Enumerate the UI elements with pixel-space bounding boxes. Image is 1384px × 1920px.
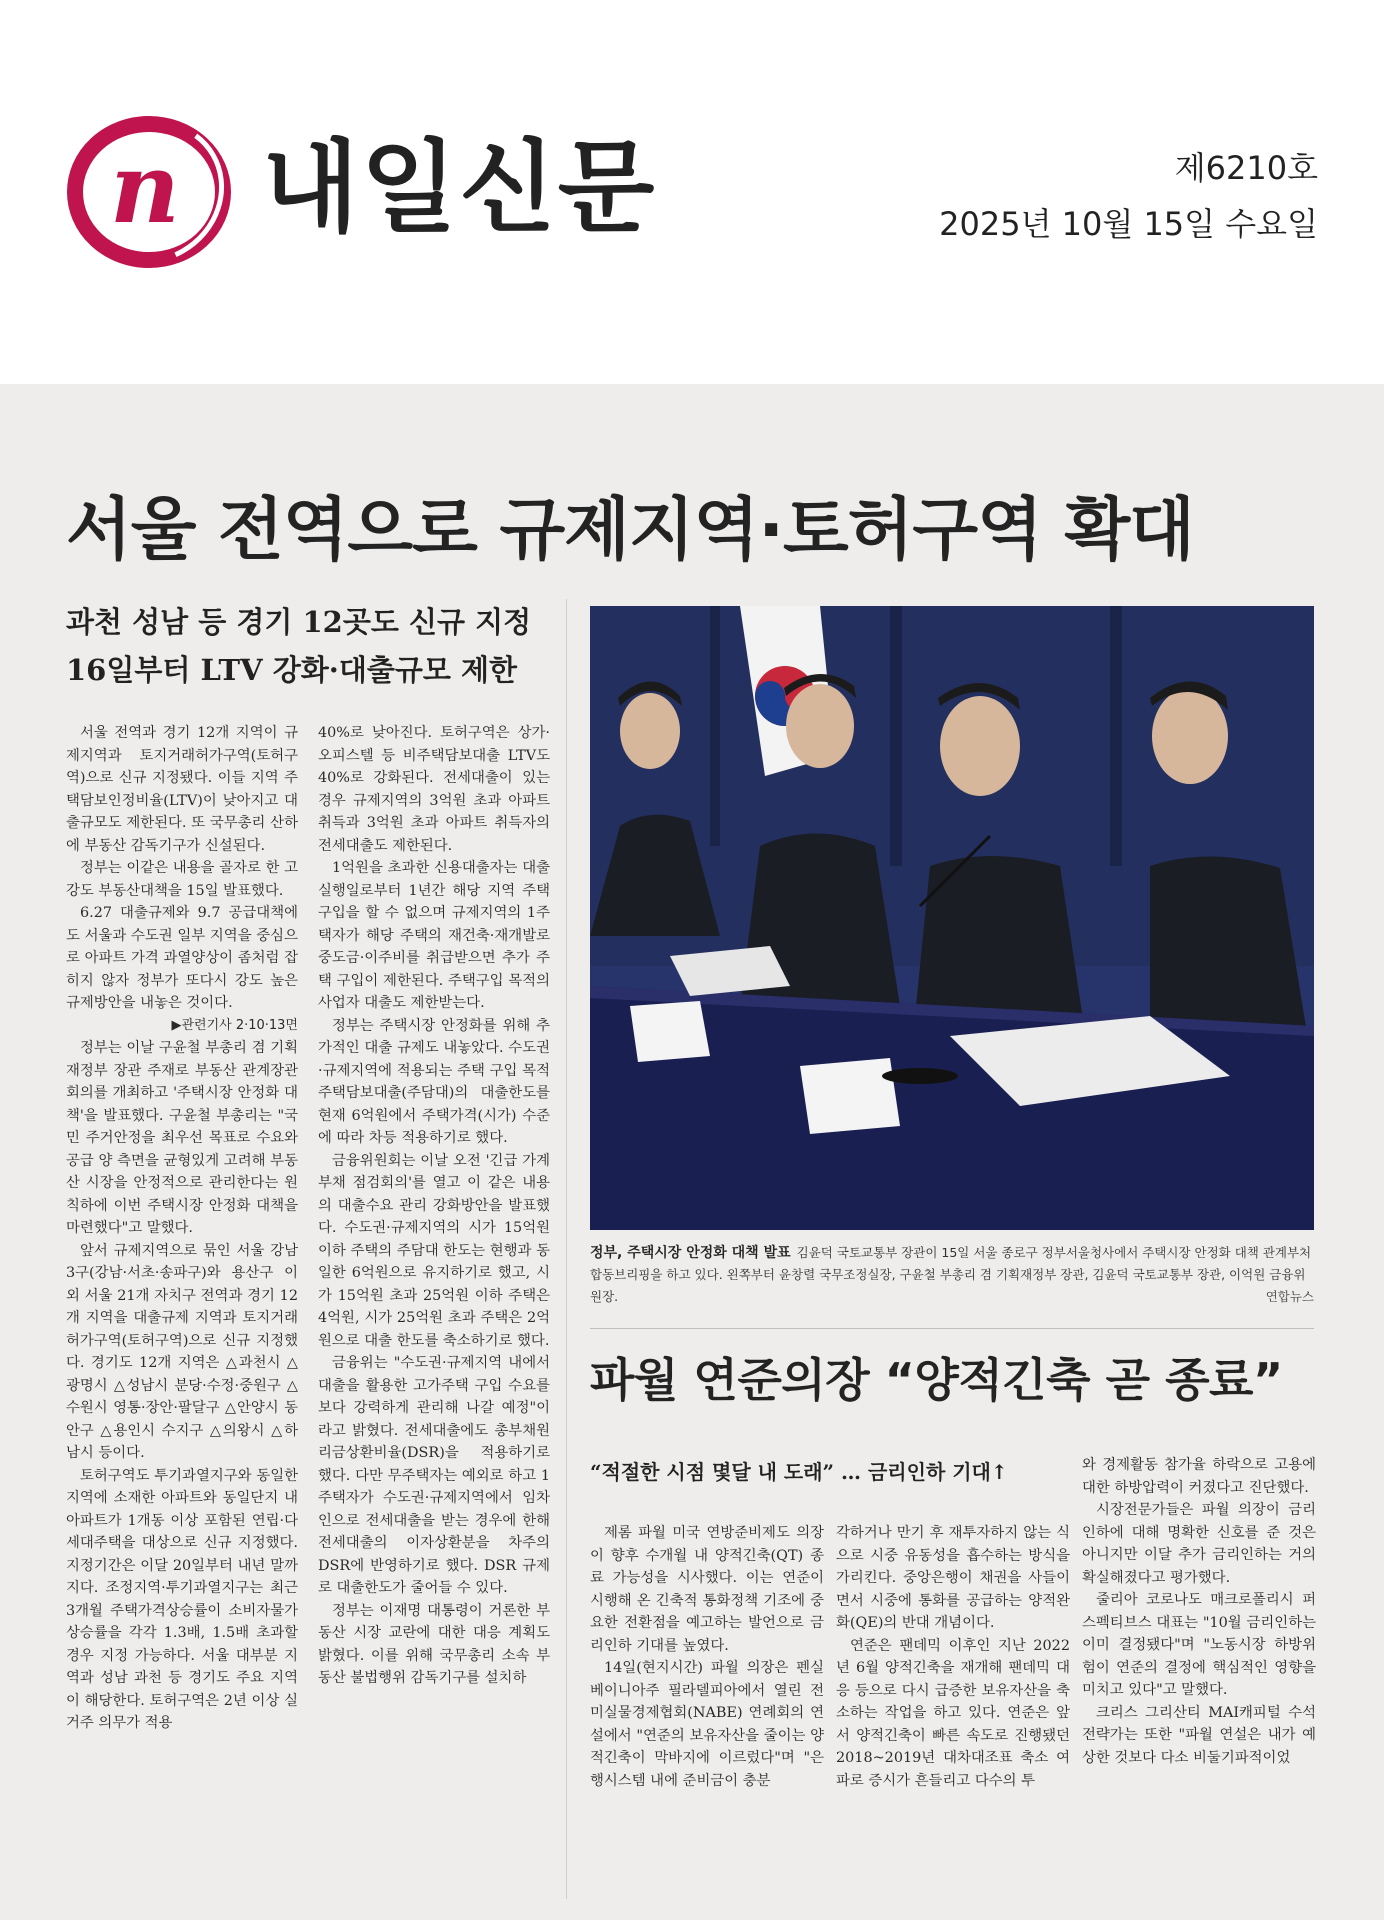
issue-date: 2025년 10월 15일 수요일	[939, 205, 1318, 243]
photo-credit: 연합뉴스	[1265, 1289, 1314, 1304]
photo-caption	[590, 1242, 1314, 1308]
paragraph: 정부는 이날 구윤철 부총리 겸 기획재정부 장관 주재로 부동산 관계장관회의를 개최하고 '주택시장 안정화 대책'을 발표했다. 구윤철 부총리는 "국민 주거안정을 최우선 목표로 수요와 공급 양 측면을 균형있게 고려해 부동산 시장을 안정적으로 관리한다는 원칙하에 이번 주택시장 안정화 대책을 마련했다"고 말했다.	[66, 1040, 298, 1236]
paragraph: 정부는 주택시장 안정화를 위해 추가적인 대출 규제도 내놓았다. 수도권·규제지역에 적용되는 주택 구입 목적 주택담보대출(주담대)의 대출한도를 현재 6억원에서 주택가격(시가) 수준에 따라 차등 적용하기로 했다.	[318, 1017, 550, 1146]
paragraph: 서울 전역과 경기 12개 지역이 규제지역과 토지거래허가구역(토허구역)으로 신규 지정됐다. 이들 지역 주택담보인정비율(LTV)이 낮아지고 대출규모도 제한된다. 또 국무총리 산하에 부동산 감독기구가 신설된다.	[66, 725, 298, 854]
second-article-column-2	[836, 1522, 1070, 1792]
paragraph: 시장전문가들은 파월 의장이 금리인하에 대해 명확한 신호를 준 것은 아니지만 이달 추가 금리인하는 거의 확실해졌다고 평가했다.	[1082, 1502, 1316, 1586]
front-page	[0, 384, 1384, 1920]
paragraph: 앞서 규제지역으로 묶인 서울 강남3구(강남·서초·송파구)와 용산구 이외 서울 21개 자치구 전역과 경기 12개 지역을 대출규제 지역과 토지거래허가구역(토허구역)으로 신규 지정했다. 경기도 12개 지역은 △과천시 △광명시 △성남시 분당·수정·중원구 △수원시 영통·장안·팔달구 △안양시 동안구 △용인시 수지구 △의왕시 △하남시 등이다.	[66, 1242, 298, 1461]
second-headline: 파월 연준의장 “양적긴축 곧 종료”	[590, 1353, 1283, 1407]
photo-caption-text: 김윤덕 국토교통부 장관이 15일 서울 종로구 정부서울청사에서 주택시장 안정화 대책 관계부처 합동브리핑을 하고 있다. 왼쪽부터 윤창렬 국무조정실장, 구윤철 부총리 겸 기획재정부 장관, 김윤덕 국토교통부 장관, 이억원 금융위원장.	[590, 1245, 1312, 1304]
main-subhead	[66, 598, 556, 694]
paragraph: 토허구역도 투기과열지구와 동일한 지역에 소재한 아파트와 동일단지 내 아파트가 1개동 이상 포함된 연립·다세대주택을 대상으로 신규 지정했다. 지정기간은 이달 20일부터 내년 말까지다. 조정지역·투기과열지구는 최근 3개월 주택가격상승률이 소비자물가상승률을 각각 1.3배, 1.5배 초과할 경우 지정 가능하다. 서울 대부분 지역과 성남 과천 등 경기도 주요 지역이 해당한다. 토허구역은 2년 이상 실거주 의무가 적용	[66, 1467, 298, 1731]
newspaper-name: 내일신문	[262, 129, 657, 246]
paragraph: 줄리아 코로나도 매크로폴리시 퍼스펙티브스 대표는 "10월 금리인하는 이미 결정됐다"며 "노동시장 하방위험이 연준의 결정에 핵심적인 영향을 미치고 있다"고 말했다.	[1082, 1592, 1316, 1698]
issue-info	[939, 140, 1318, 252]
section-divider	[590, 1328, 1314, 1329]
paragraph: 연준은 팬데믹 이후인 지난 2022년 6월 양적긴축을 재개해 팬데믹 대응 등으로 다시 급증한 보유자산을 축소하는 작업을 하고 있다. 연준은 앞서 양적긴축이 빠른 속도로 진행됐던 2018~2019년 대차대조표 축소 여파로 증시가 흔들리고 다수의 투	[836, 1637, 1070, 1789]
paragraph: 정부는 이같은 내용을 골자로 한 고강도 부동산대책을 15일 발표했다.	[66, 860, 298, 899]
paragraph: 6.27 대출규제와 9.7 공급대책에도 서울과 수도권 일부 지역을 중심으로 아파트 가격 과열양상이 좀처럼 잡히지 않자 정부가 또다시 강도 높은 규제방안을 내놓은 것이다.	[66, 905, 298, 1011]
main-headline: 서울 전역으로 규제지역·토허구역 확대	[66, 491, 1194, 570]
press-photo	[590, 606, 1314, 1230]
paragraph: 크리스 그리산티 MAI캐피털 수석전략가는 또한 "파월 연설은 내가 예상한 것보다 다소 비둘기파적이었	[1082, 1704, 1316, 1766]
column-divider	[566, 599, 567, 1899]
second-article-column-3	[1082, 1454, 1316, 1769]
issue-number: 제6210호	[1174, 149, 1318, 187]
second-article-column-1	[590, 1522, 824, 1792]
paragraph: 제롬 파월 미국 연방준비제도 의장이 향후 수개월 내 양적긴축(QT) 종료 가능성을 시사했다. 이는 연준이 시행해 온 긴축적 통화정책 기조에 중요한 전환점을 예고하는 발언으로 금리인하 기대를 높였다.	[590, 1525, 824, 1654]
paragraph: 와 경제활동 참가율 하락으로 고용에 대한 하방압력이 커졌다고 진단했다.	[1082, 1457, 1316, 1496]
newspaper-logo-icon	[66, 114, 232, 268]
main-subhead-line-1: 과천 성남 등 경기 12곳도 신규 지정	[66, 605, 532, 639]
main-subhead-line-2: 16일부터 LTV 강화·대출규모 제한	[66, 653, 518, 687]
paragraph: 각하거나 만기 후 재투자하지 않는 식으로 시중 유동성을 흡수하는 방식을 가리킨다. 중앙은행이 채권을 사들이면서 시중에 통화를 공급하는 양적완화(QE)의 반대 개념이다.	[836, 1525, 1070, 1631]
paragraph: 1억원을 초과한 신용대출자는 대출실행일로부터 1년간 해당 지역 주택구입을 할 수 없으며 규제지역의 1주택자가 해당 주택의 재건축·재개발로 중도금·이주비를 취급받으면 추가 주택 구입이 제한된다. 주택구입 목적의 사업자 대출도 제한받는다.	[318, 860, 550, 1011]
logo-letter: n	[110, 132, 180, 245]
paragraph: 금융위원회는 이날 오전 '긴급 가계부채 점검회의'를 열고 이 같은 내용의 대출수요 관리 강화방안을 발표했다. 수도권·규제지역의 시가 15억원 이하 주택의 주담대 한도는 현행과 동일한 6억원으로 유지하기로 했고, 시가 15억원 초과 25억원 이하 주택은 4억원, 시가 25억원 초과 주택은 2억원으로 대출 한도를 축소하기로 했다.	[318, 1152, 550, 1349]
paragraph: 정부는 이재명 대통령이 거론한 부동산 시장 교란에 대한 대응 계획도 밝혔다. 이를 위해 국무총리 소속 부동산 불법행위 감독기구를 설치하	[318, 1602, 550, 1686]
paragraph: 금융위는 "수도권·규제지역 내에서 대출을 활용한 고가주택 구입 수요를 보다 강력하게 관리해 나갈 예정"이라고 밝혔다. 전세대출에도 총부채원리금상환비율(DSR)을 적용하기로 했다. 다만 무주택자는 예외로 하고 1주택자가 수도권·규제지역에서 임차인으로 전세대출을 받는 경우에 한해 전세대출의 이자상환분을 차주의 DSR에 반영하기로 했다. DSR 규제로 대출한도가 줄어들 수 있다.	[318, 1355, 550, 1596]
related-article-ref: ▶관련기사 2·10·13면	[171, 1017, 298, 1033]
paragraph: 40%로 낮아진다. 토허구역은 상가·오피스텔 등 비주택담보대출 LTV도 40%로 강화된다. 전세대출이 있는 경우 규제지역의 3억원 초과 아파트 취득과 3억원 초과 아파트 취득자의 전세대출도 제한된다.	[318, 725, 550, 854]
photo-caption-title: 정부, 주택시장 안정화 대책 발표	[590, 1245, 791, 1261]
main-article-column-2	[318, 722, 550, 1690]
main-article-column-1	[66, 722, 298, 1735]
paragraph: 14일(현지시간) 파월 의장은 펜실베이니아주 필라델피아에서 열린 전미실물경제협회(NABE) 연례회의 연설에서 "연준의 보유자산을 줄이는 양적긴축이 막바지에 이르렀다"며 "은행시스템 내에 준비금이 충분	[590, 1660, 824, 1789]
second-subhead: “적절한 시점 몇달 내 도래” … 금리인하 기대↑	[590, 1460, 1008, 1484]
masthead	[0, 0, 1384, 384]
